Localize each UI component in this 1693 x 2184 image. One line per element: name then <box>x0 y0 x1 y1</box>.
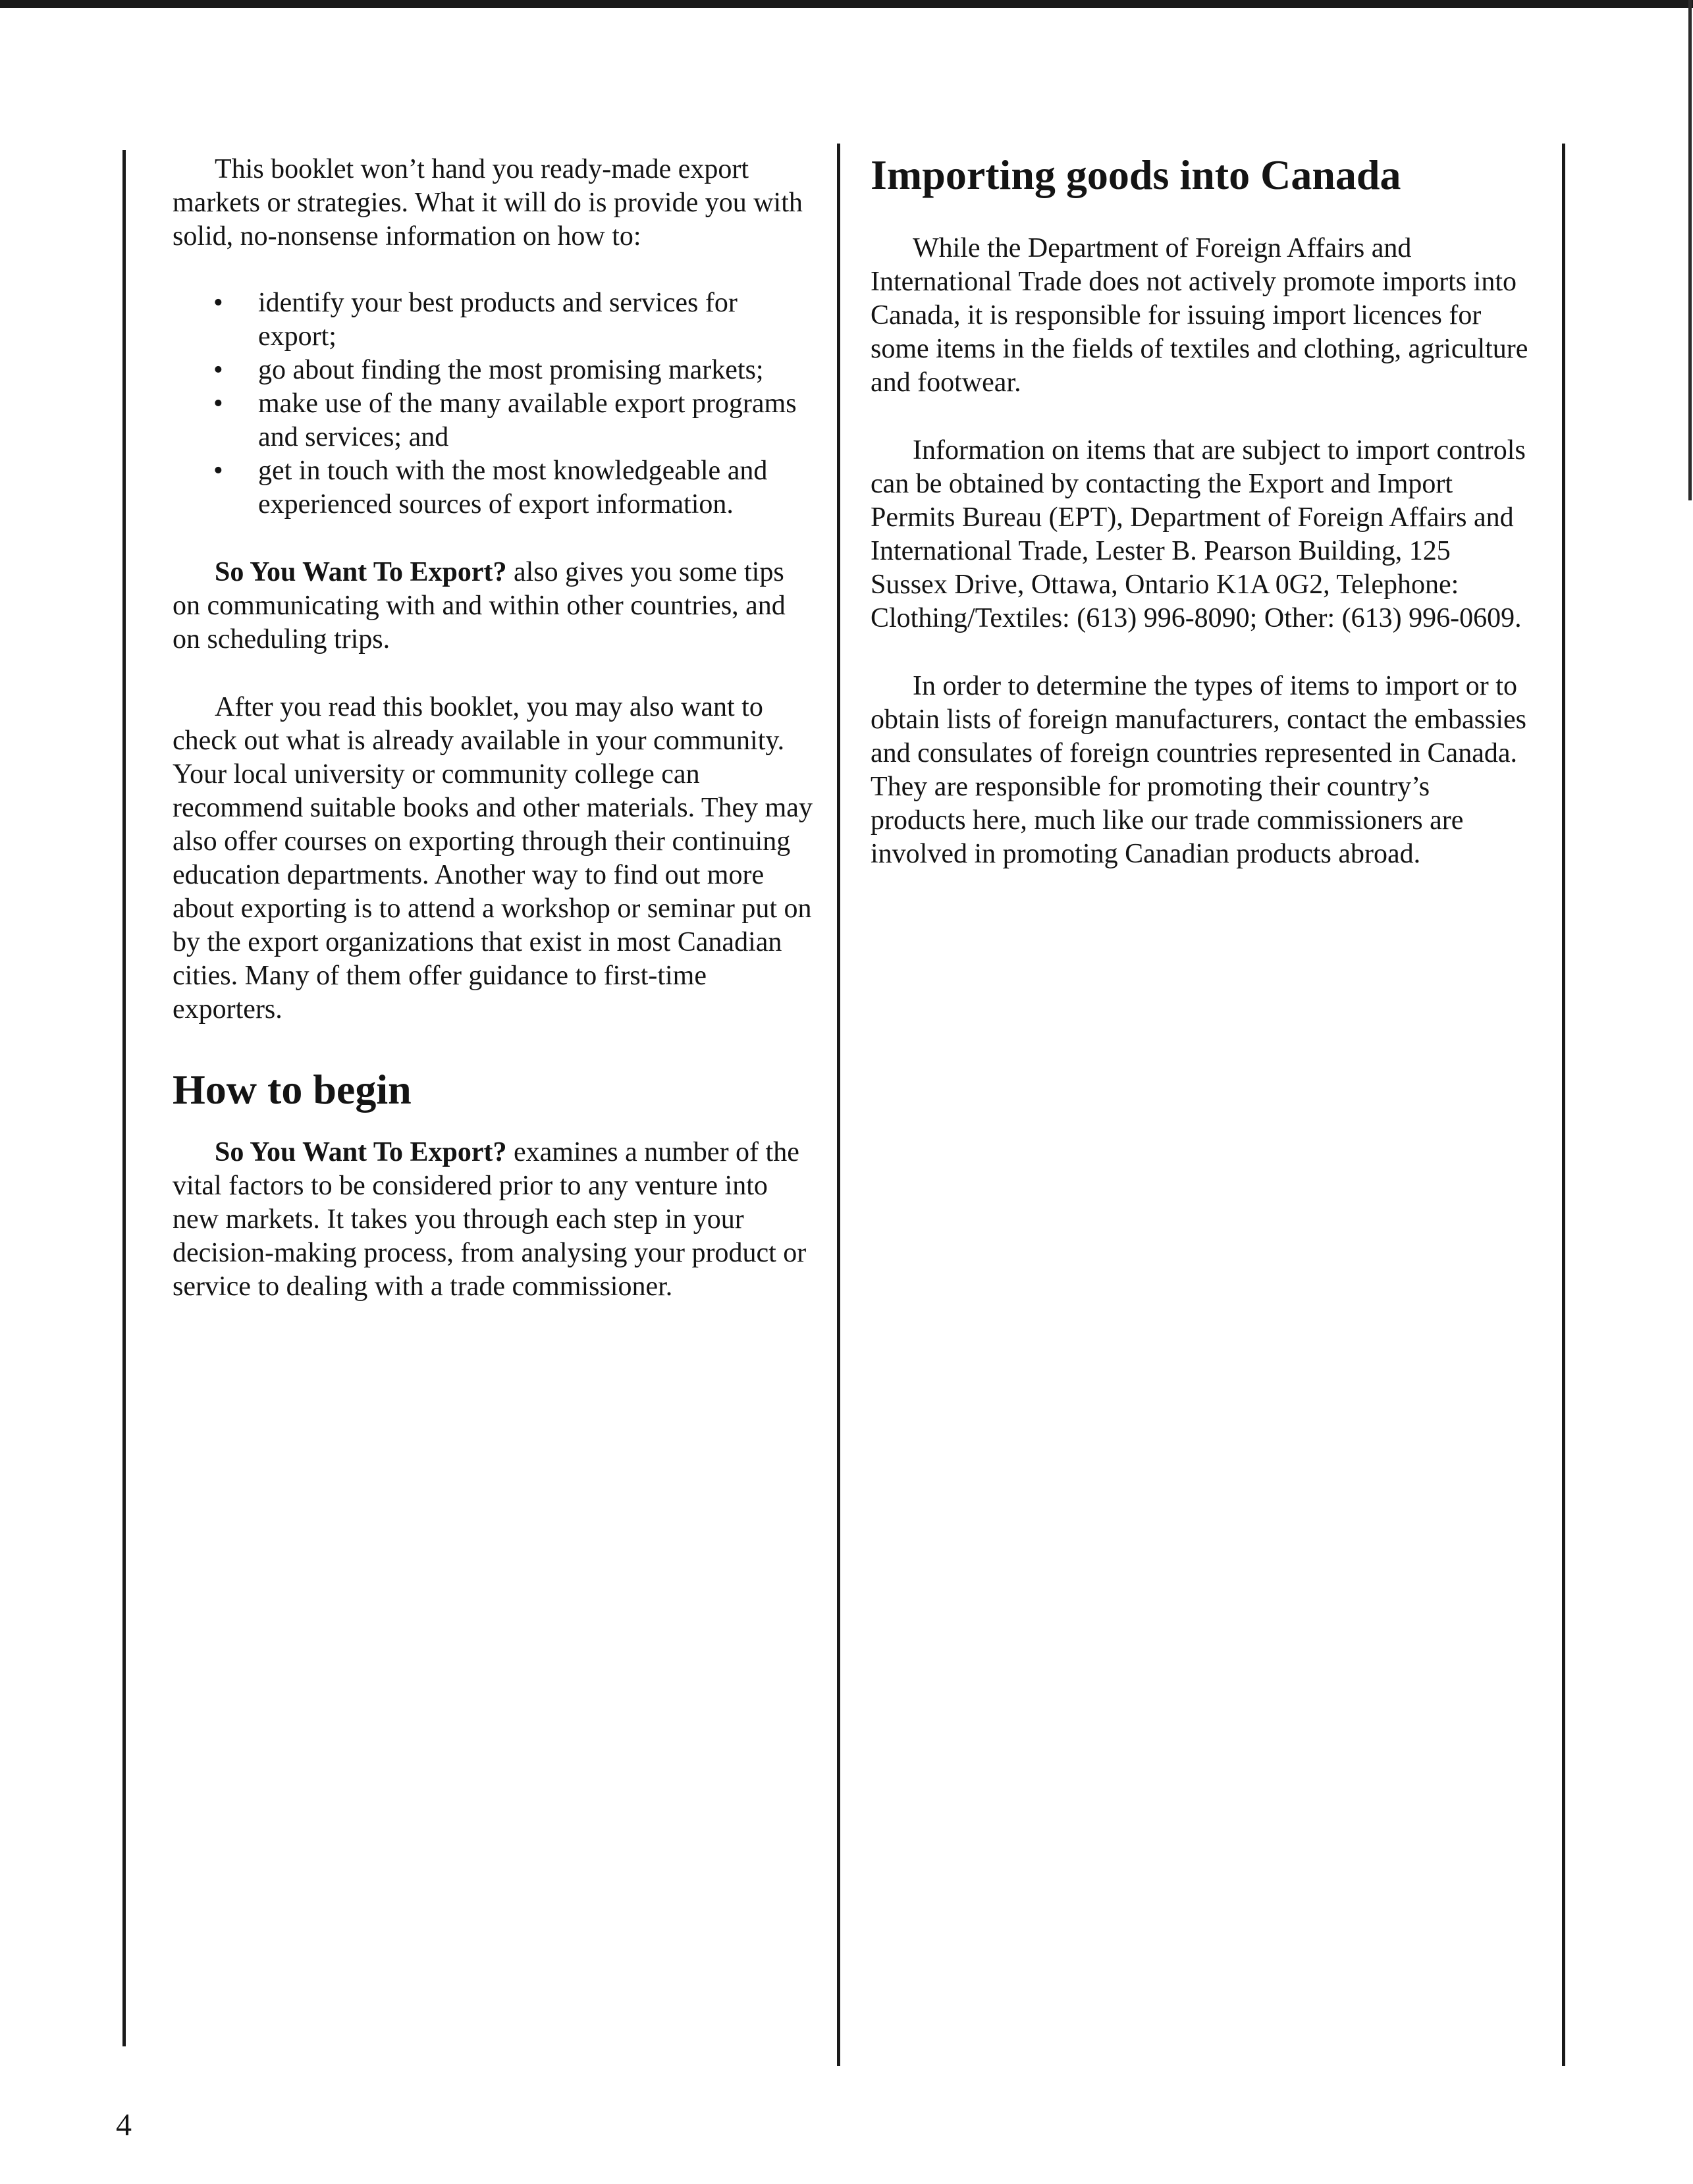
left-margin-rule <box>122 150 126 2046</box>
left-column <box>173 153 818 1304</box>
right-column <box>871 153 1529 871</box>
how-to-begin-heading: How to begin <box>173 1066 412 1113</box>
right-margin-rule <box>1562 144 1565 2066</box>
embassies-paragraph: In order to determine the types of items to import or to obtain lists of foreign manufacturers, contact the embassies and consulates of foreign countries represented in Canada. They are responsible for promoting their country’s products here, much like our trade commissioners are involved in promoting Canadian products abroad. <box>871 671 1527 869</box>
center-column-rule <box>837 144 840 2066</box>
list-item: • identify your best products and services for export; <box>213 288 738 352</box>
top-border-rule <box>0 0 1693 8</box>
bullet-icon: • <box>213 388 223 419</box>
bullet-icon: • <box>213 456 223 486</box>
list-item: • go about finding the most promising markets; <box>258 354 818 387</box>
list-item: • make use of the many available export programs and services; and <box>213 388 797 452</box>
booklet-title: So You Want To Export? <box>215 557 507 587</box>
intro-paragraph: This booklet won’t hand you ready-made export markets or strategies. What it will do is provide you with solid, no-nonsense information on how to: <box>173 154 803 252</box>
booklet-title: So You Want To Export? <box>215 1137 507 1167</box>
bullet-icon: • <box>213 355 223 385</box>
bullet-icon: • <box>213 288 223 318</box>
after-reading-paragraph: After you read this booklet, you may also want to check out what is already available in your community. Your local university or community college can recommend suitable books and other materials. They may also offer courses on exporting through their continuing education departments. Another way to find out more about exporting is to attend a workshop or seminar put on by the export organizations that exist in most Canadian cities. Many of them offer guidance to first-time exporters. <box>173 692 813 1025</box>
how-to-list <box>173 286 818 521</box>
importing-heading: Importing goods into Canada <box>871 151 1401 198</box>
import-licences-paragraph: While the Department of Foreign Affairs and International Trade does not actively promote imports into Canada, it is responsible for issuing import licences for some items in the fields of textiles and clothing, agriculture and footwear. <box>871 233 1528 398</box>
how-to-begin-paragraph: So You Want To Export? examines a number of the vital factors to be considered prior to any venture into new markets. It takes you through each step in your decision-making process, from analysing your product or service to dealing with a trade commissioner. <box>173 1137 807 1302</box>
import-controls-paragraph: Information on items that are subject to import controls can be obtained by contacting the Export and Import Permits Bureau (EPT), Department of Foreign Affairs and International Trade, Lester B. Pearson Building, 125 Sussex Drive, Ottawa, Ontario K1A 0G2, Telephone: Clothing/Textiles: (613) 996-8090; Other: (613) 996-0609. <box>871 435 1526 633</box>
tips-paragraph: So You Want To Export? also gives you some tips on communicating with and within other countries, and on scheduling trips. <box>173 557 786 654</box>
page-number: 4 <box>116 2108 132 2143</box>
right-edge-rule <box>1688 0 1692 500</box>
list-item: • get in touch with the most knowledgeable and experienced sources of export information. <box>213 456 768 519</box>
